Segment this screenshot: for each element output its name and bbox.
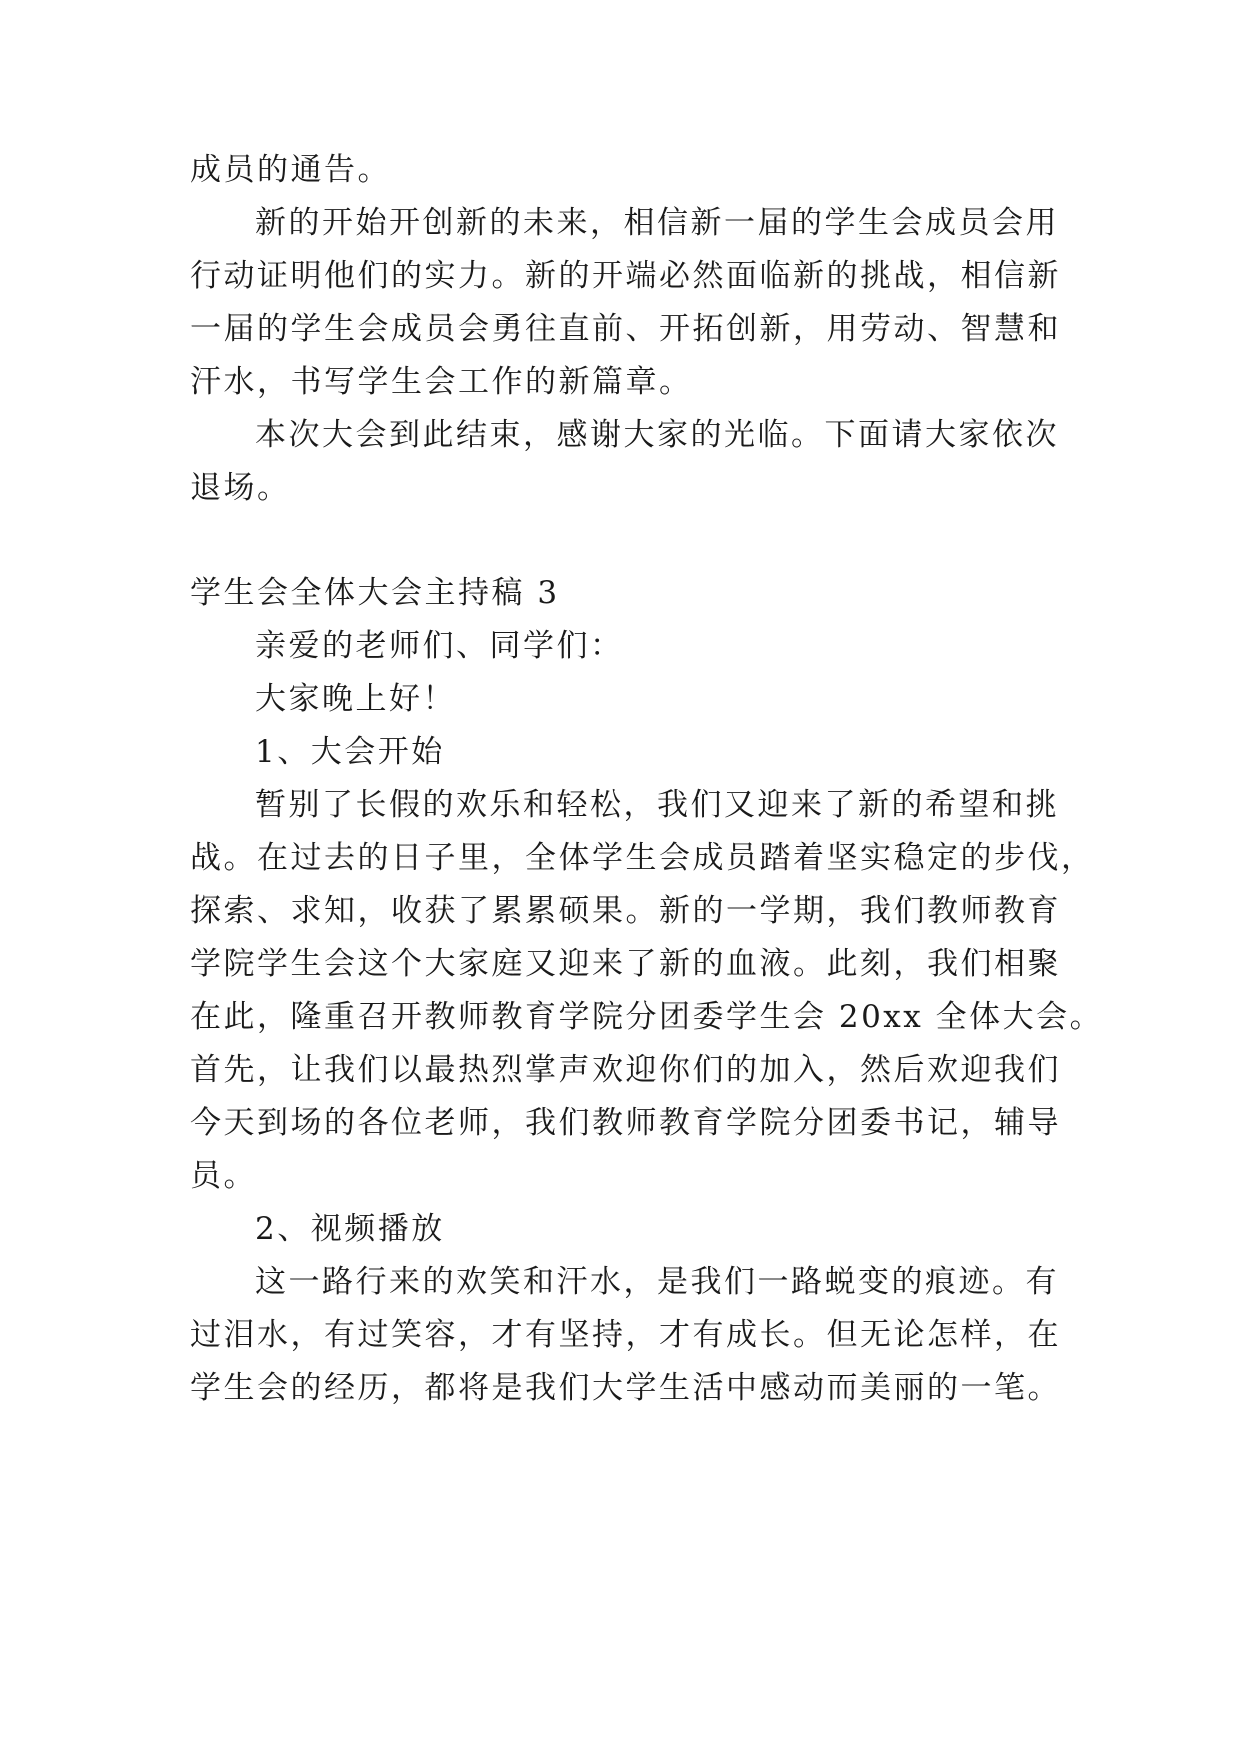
text-line: 在此，隆重召开教师教育学院分团委学生会 20xx 全体大会。 <box>190 999 1104 1035</box>
greeting-line: 亲爱的老师们、同学们： <box>255 628 624 664</box>
subsection-heading: 2、视频播放 <box>255 1211 445 1247</box>
text-line: 战。在过去的日子里，全体学生会成员踏着坚实稳定的步伐， <box>190 840 1095 876</box>
text-line: 退场。 <box>190 470 291 506</box>
paragraph-first-line: 这一路行来的欢笑和汗水，是我们一路蜕变的痕迹。有 <box>255 1264 1059 1300</box>
paragraph-first-line: 本次大会到此结束，感谢大家的光临。下面请大家依次 <box>255 417 1059 453</box>
paragraph-first-line: 暂别了长假的欢乐和轻松，我们又迎来了新的希望和挑 <box>255 787 1059 823</box>
section-title: 学生会全体大会主持稿 3 <box>190 575 560 611</box>
text-line: 首先，让我们以最热烈掌声欢迎你们的加入，然后欢迎我们 <box>190 1052 1061 1088</box>
text-line: 学院学生会这个大家庭又迎来了新的血液。此刻，我们相聚 <box>190 946 1061 982</box>
text-line: 过泪水，有过笑容，才有坚持，才有成长。但无论怎样，在 <box>190 1317 1061 1353</box>
subsection-heading: 1、大会开始 <box>255 734 445 770</box>
text-line: 一届的学生会成员会勇往直前、开拓创新，用劳动、智慧和 <box>190 311 1061 347</box>
text-line: 员。 <box>190 1158 257 1194</box>
text-line: 行动证明他们的实力。新的开端必然面临新的挑战，相信新 <box>190 258 1061 294</box>
text-line: 今天到场的各位老师，我们教师教育学院分团委书记，辅导 <box>190 1105 1061 1141</box>
text-line: 学生会的经历，都将是我们大学生活中感动而美丽的一笔。 <box>190 1370 1061 1406</box>
text-line: 成员的通告。 <box>190 152 391 188</box>
paragraph-first-line: 新的开始开创新的未来，相信新一届的学生会成员会用 <box>255 205 1059 241</box>
greeting-line: 大家晚上好！ <box>255 681 456 717</box>
text-line: 探索、求知，收获了累累硕果。新的一学期，我们教师教育 <box>190 893 1061 929</box>
text-line: 汗水，书写学生会工作的新篇章。 <box>190 364 693 400</box>
